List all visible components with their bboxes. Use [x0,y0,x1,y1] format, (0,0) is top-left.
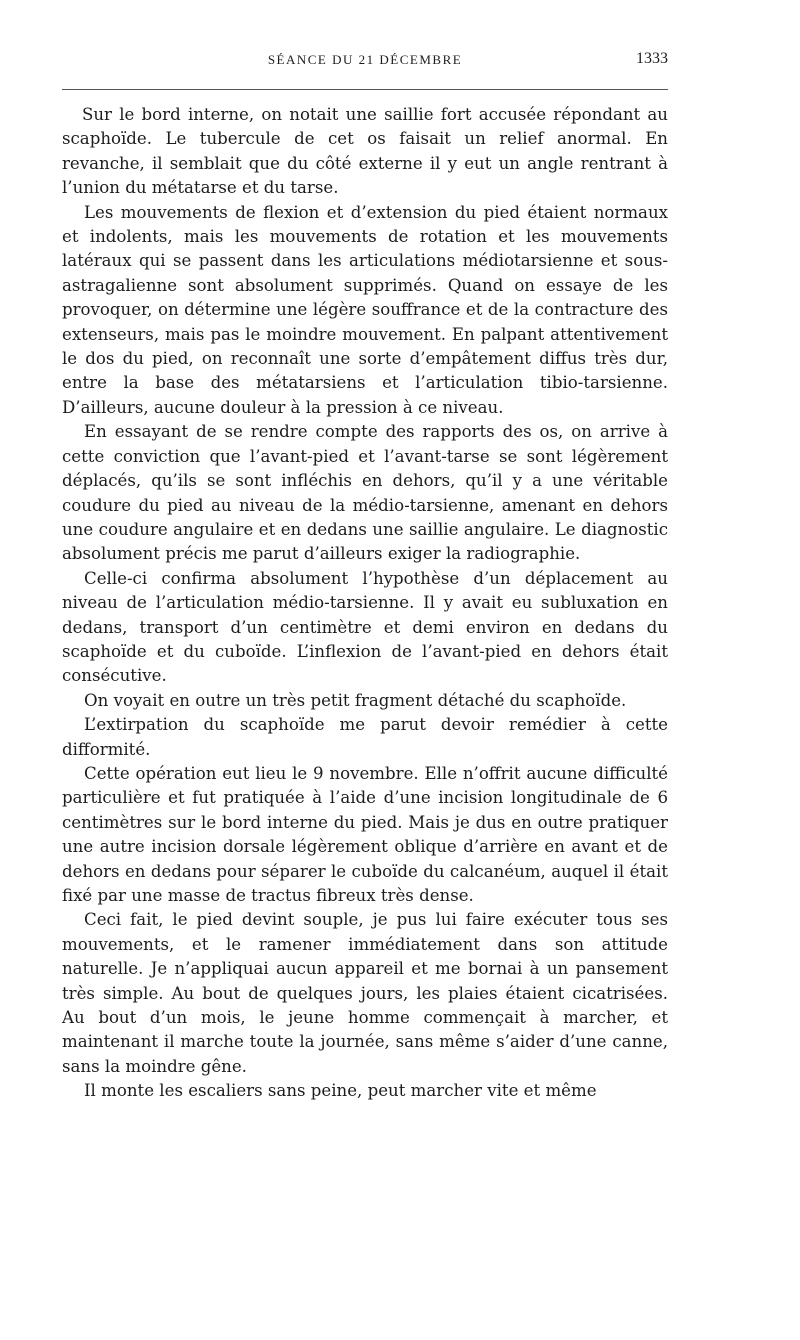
paragraph: Il monte les escaliers sans peine, peut marcher vite et même [84,1081,597,1101]
paragraph: Sur le bord interne, on notait une saillie fort accusée répondant au scaphoïde. Le tubercule de cet os faisait un relief anormal. En revanche, il semblait que du côté externe il y eut un angle rentrant à l’union du métatarse et du tarse. [62,105,668,198]
paragraph: Les mouvements de flexion et d’extension du pied étaient normaux et indolents, mais les mouvements de rotation et les mouvements latéraux qui se passent dans les articulations médiotarsienne et sous-astragalienne sont absolument supprimés. Quand on essaye de les provoquer, on détermine une légère souffrance et de la contracture des extenseurs, mais pas le moindre mouvement. En palpant attentivement le dos du pied, on reconnaît une sorte d’empâtement diffus très dur, entre la base des métatarsiens et l’articulation tibio-tarsienne. D’ailleurs, aucune douleur à la pression à ce niveau. [62,202,668,417]
page-number: 1333 [636,50,668,67]
paragraph: Ceci fait, le pied devint souple, je pus lui faire exécuter tous ses mouvements, et le ramener immédiatement dans son attitude naturelle. Je n’appliquai aucun appareil et me bornai à un pansement très simple. Au bout de quelques jours, les plaies étaient cicatrisées. Au bout d’un mois, le jeune homme commençait à marcher, et maintenant il marche toute la journée, sans même s’aider d’une canne, sans la moindre gêne. [62,910,668,1076]
paragraph: Celle-ci confirma absolument l’hypothèse d’un déplacement au niveau de l’articulation médio-tarsienne. Il y avait eu subluxation en dedans, transport d’un centimètre et demi environ en dedans du scaphoïde et du cuboïde. L’inflexion de l’avant-pied en dehors était consécutive. [62,568,668,686]
running-title: SÉANCE DU 21 DÉCEMBRE [267,52,463,67]
body-text [62,103,668,1104]
page-header [62,50,668,80]
paragraph: L’extirpation du scaphoïde me parut devoir remédier à cette difformité. [62,715,668,759]
header-rule [62,89,668,90]
paragraph: Cette opération eut lieu le 9 novembre. Elle n’offrit aucune difficulté particulière et fut pratiquée à l’aide d’une incision longitudinale de 6 centimètres sur le bord interne du pied. Mais je dus en outre pratiquer une autre incision dorsale légèrement oblique d’arrière en avant et de dehors en dedans pour séparer le cuboïde du calcanéum, auquel il était fixé par une masse de tractus fibreux très dense. [62,763,668,905]
paragraph: En essayant de se rendre compte des rapports des os, on arrive à cette conviction que l’avant-pied et l’avant-tarse se sont légèrement déplacés, qu’ils se sont infléchis en dehors, qu’il y a une véritable coudure du pied au niveau de la médio-tarsienne, amenant en dehors une coudure angulaire et en dedans une saillie angulaire. Le diagnostic absolument précis me parut d’ailleurs exiger la radiographie. [62,422,668,564]
paragraph: On voyait en outre un très petit fragment détaché du scaphoïde. [84,690,627,710]
